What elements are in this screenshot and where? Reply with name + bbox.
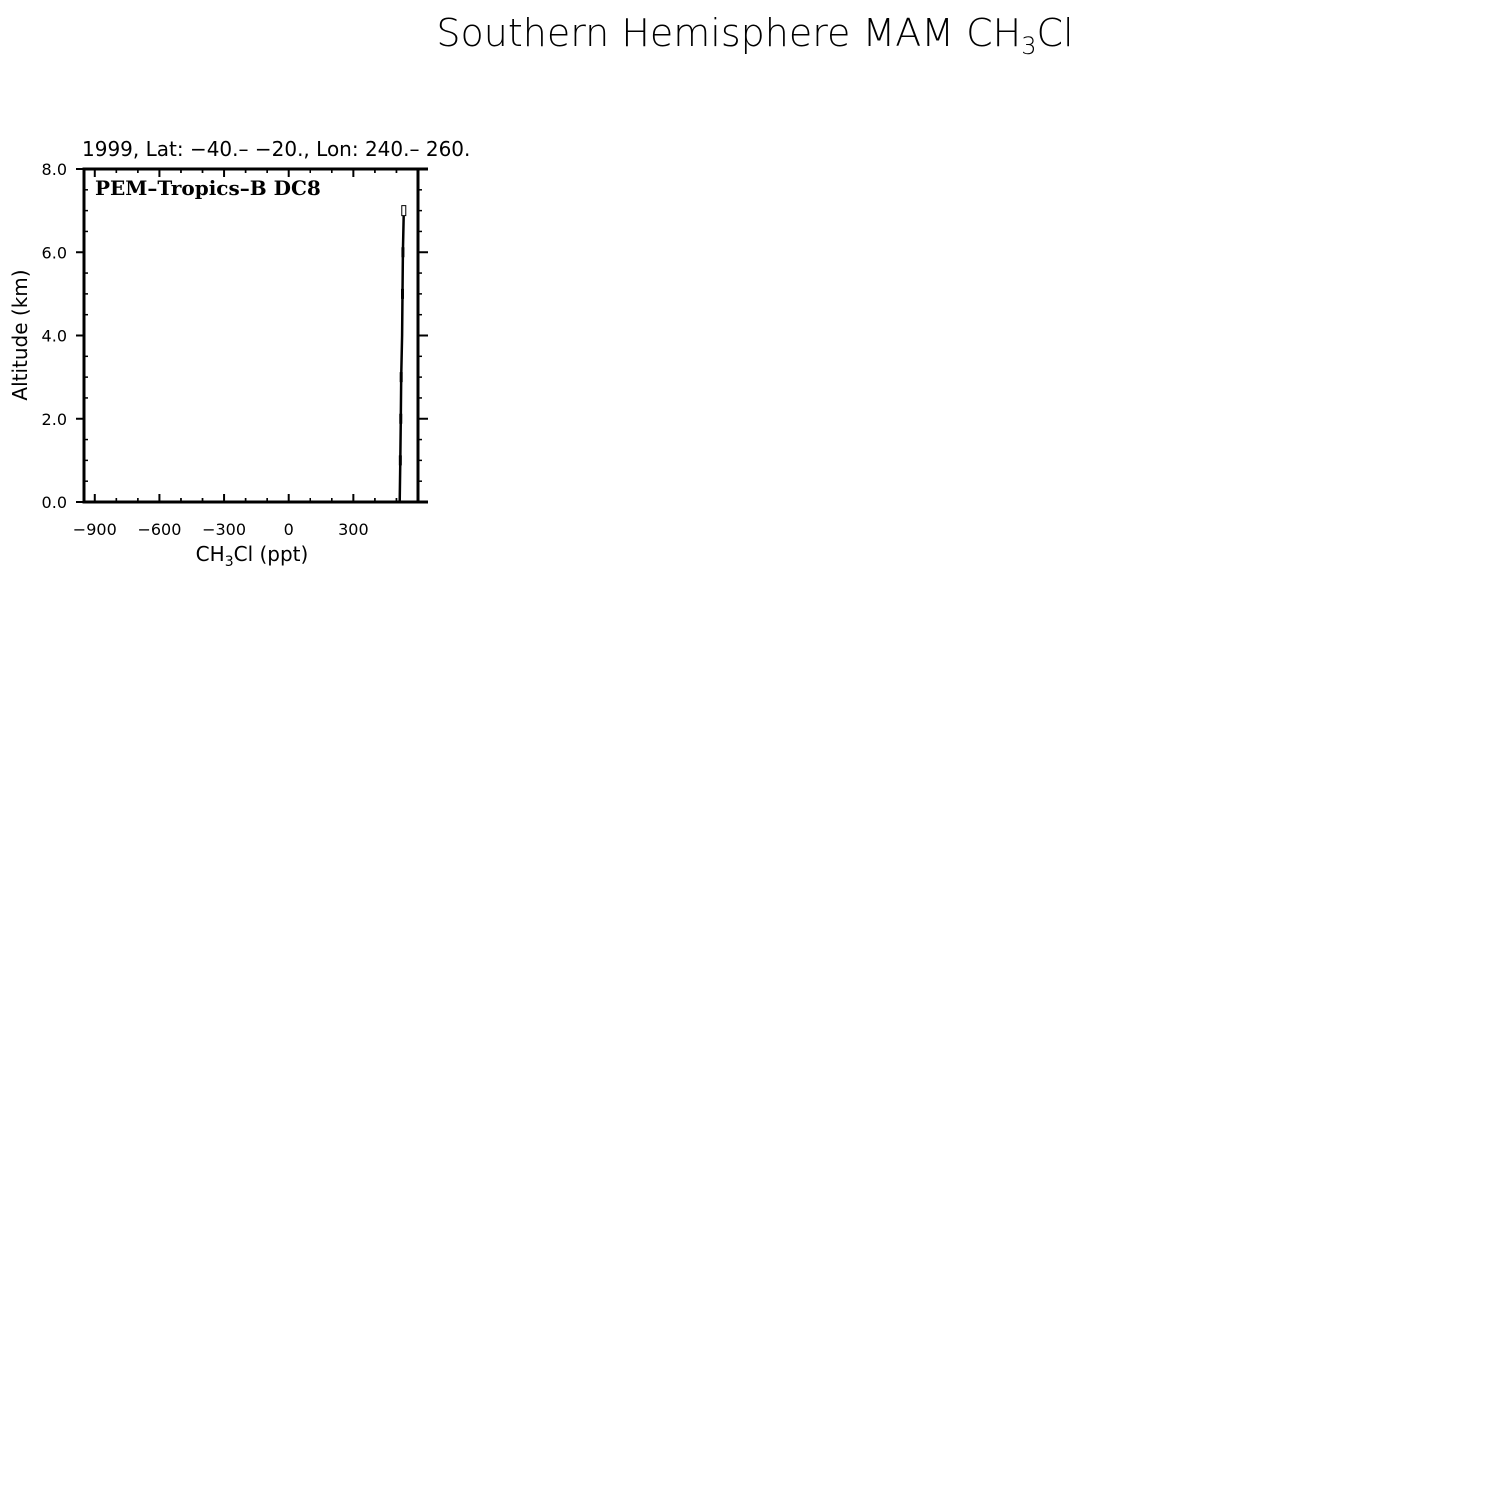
plot-area	[42, 160, 428, 539]
plot-frame	[84, 169, 418, 502]
panel-title: 1999, Lat: −40.– −20., Lon: 240.– 260.	[82, 137, 471, 161]
y-tick-label: 6.0	[41, 243, 67, 263]
y-tick-label: 2.0	[41, 409, 67, 429]
figure-title: Southern Hemisphere MAM $CH_3Cl$	[436, 11, 1074, 60]
y-axis-label: Altitude (km)	[8, 269, 32, 401]
x-tick-label: −600	[137, 520, 182, 539]
x-tick-label: 300	[338, 520, 369, 539]
y-tick-label: 4.0	[41, 326, 67, 346]
campaign-label: PEM–Tropics–B DC8	[95, 176, 321, 200]
x-tick-label: 0	[283, 520, 294, 539]
top-marker	[402, 206, 406, 216]
y-tick-label: 8.0	[41, 160, 67, 179]
x-tick-label: −300	[202, 520, 247, 539]
x-tick-label: −900	[72, 520, 117, 539]
x-axis-label: $CH_3Cl$ (ppt)	[195, 542, 309, 570]
y-tick-label: 0.0	[41, 493, 67, 512]
